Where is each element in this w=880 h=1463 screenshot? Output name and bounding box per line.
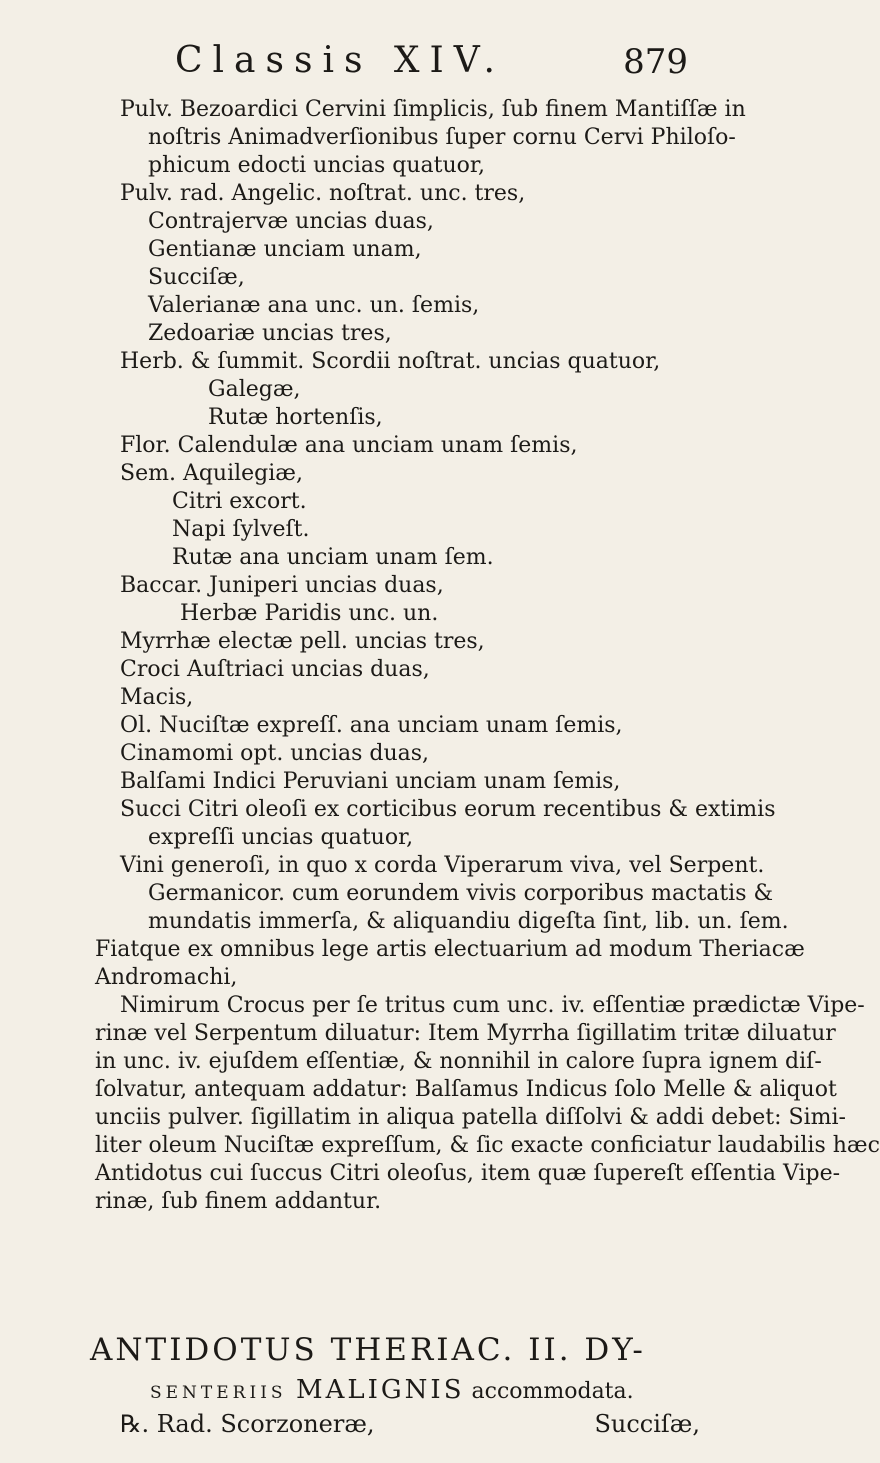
text-line: Contrajervæ uncias duas,	[148, 209, 434, 234]
page-number: 879	[623, 42, 688, 82]
subheading-part-1: SENTERIIS	[150, 1383, 296, 1403]
text-line: Balſami Indici Peruviani unciam unam ſemis,	[120, 769, 621, 794]
text-line: Vini generoſi, in quo x corda Viperarum viva, vel Serpent.	[120, 853, 765, 878]
recipe-first-line: ℞. Rad. Scorzoneræ,	[120, 1410, 375, 1438]
text-line: Cinamomi opt. uncias duas,	[120, 741, 430, 766]
text-line: Galegæ,	[208, 377, 301, 402]
text-line: rinæ, ſub finem addantur.	[95, 1189, 382, 1214]
text-line: Napi ſylveſt.	[172, 517, 310, 542]
section-heading: ANTIDOTUS THERIAC. II. DY-	[90, 1332, 646, 1368]
text-line: Citri excort.	[172, 489, 307, 514]
text-line: Pulv. Bezoardici Cervini ſimplicis, ſub finem Mantiſſæ in	[120, 97, 746, 122]
text-line: Herbæ Paridis unc. un.	[180, 601, 439, 626]
text-line: Nimirum Crocus per ſe tritus cum unc. iv. eſſentiæ prædictæ Vipe-	[120, 993, 865, 1018]
text-line: Succiſæ,	[148, 265, 245, 290]
text-line: Flor. Calendulæ ana unciam unam ſemis,	[120, 433, 578, 458]
text-line: Croci Auſtriaci uncias duas,	[120, 657, 430, 682]
section-subheading	[150, 1375, 634, 1405]
text-line: Pulv. rad. Angelic. noſtrat. unc. tres,	[120, 181, 526, 206]
subheading-part-2: MALIGNIS	[295, 1375, 465, 1405]
catchword: Succiſæ,	[594, 1410, 700, 1438]
text-line: Fiatque ex omnibus lege artis electuarium ad modum Theriacæ	[95, 937, 805, 962]
text-line: rinæ vel Serpentum diluatur: Item Myrrha ſigillatim tritæ diluatur	[95, 1021, 836, 1046]
text-line: Germanicor. cum eorundem vivis corporibus mactatis &	[148, 881, 774, 906]
text-line: Rutæ ana unciam unam ſem.	[172, 545, 494, 570]
text-line: expreſſi uncias quatuor,	[148, 825, 414, 850]
text-line: Macis,	[120, 685, 194, 710]
text-line: in unc. iv. ejuſdem eſſentiæ, & nonnihil in calore ſupra ignem diſ-	[95, 1049, 822, 1074]
text-line: phicum edocti uncias quatuor,	[148, 153, 485, 178]
text-line: Herb. & ſummit. Scordii noſtrat. uncias quatuor,	[120, 349, 661, 374]
text-line: Myrrhæ electæ pell. uncias tres,	[120, 629, 485, 654]
text-line: Antidotus cui ſuccus Citri oleoſus, item quæ ſupereſt eſſentia Vipe-	[95, 1161, 841, 1186]
text-line: unciis pulver. ſigillatim in aliqua patella diſſolvi & addi debet: Simi-	[95, 1105, 846, 1130]
text-line: Succi Citri oleoſi ex corticibus eorum recentibus & extimis	[120, 797, 776, 822]
running-title: Classis XIV.	[175, 40, 505, 81]
subheading-part-3: accommodata.	[464, 1379, 634, 1404]
text-line: Andromachi,	[95, 965, 238, 990]
text-line: Baccar. Juniperi uncias duas,	[120, 573, 444, 598]
text-line: Gentianæ unciam unam,	[148, 237, 422, 262]
text-line: Valerianæ ana unc. un. ſemis,	[148, 293, 480, 318]
text-line: ſolvatur, antequam addatur: Balſamus Indicus ſolo Melle & aliquot	[95, 1077, 837, 1102]
text-line: Ol. Nuciſtæ expreſſ. ana unciam unam ſemis,	[120, 713, 623, 738]
text-line: Rutæ hortenſis,	[208, 405, 383, 430]
text-line: Sem. Aquilegiæ,	[120, 461, 303, 486]
running-header	[0, 40, 800, 90]
text-line: Zedoariæ uncias tres,	[148, 321, 392, 346]
text-line: mundatis immerſa, & aliquandiu digeſta ſint, lib. un. ſem.	[148, 909, 789, 934]
text-line: liter oleum Nuciſtæ expreſſum, & ſic exacte conficiatur laudabilis hæc	[95, 1133, 880, 1158]
text-line: noſtris Animadverſionibus ſuper cornu Cervi Philoſo-	[148, 125, 736, 150]
